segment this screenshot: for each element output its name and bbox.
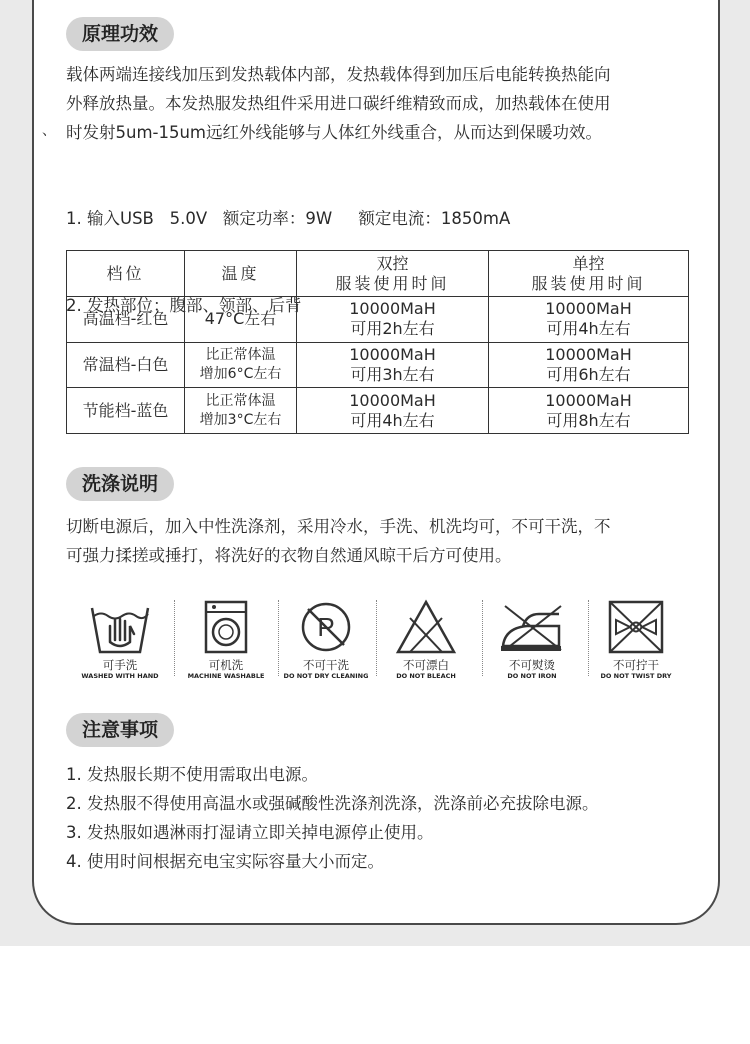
header-single-title: 单控 [572, 253, 605, 273]
heating-level-table [66, 250, 689, 434]
principle-line: 时发射5um-15um远红外线能够与人体红外线重合，从而达到保暖功效。 [66, 123, 603, 142]
table-row [67, 388, 689, 434]
notes-list [66, 760, 599, 876]
principle-line: 载体两端连接线加压到发热载体内部，发热载体得到加压后电能转换热能向 [66, 65, 611, 84]
note-item: 4. 使用时间根据充电宝实际容量大小而定。 [66, 852, 384, 871]
spec-item: 2. 发热部位：腹部、领部、后背 [66, 296, 302, 315]
section-title-notes: 注意事项 [66, 713, 174, 747]
header-temperature: 温度 [185, 251, 297, 297]
wash-item-bleach [376, 596, 476, 686]
header-dual-control [297, 251, 489, 297]
note-item: 1. 发热服长期不使用需取出电源。 [66, 765, 318, 784]
dual-time-cell: 10000MaH 可用2h左右 [297, 297, 489, 343]
dry-clean-letter: P [317, 612, 335, 642]
wash-label-en: DO NOT IRON [507, 672, 557, 680]
level-cell: 高温档-红色 [67, 297, 185, 343]
single-time-cell: 10000MaH 可用4h左右 [489, 297, 689, 343]
wash-label-en: DO NOT TWIST DRY [600, 672, 672, 680]
wash-label-en: DO NOT BLEACH [396, 672, 456, 680]
header-single-control [489, 251, 689, 297]
wash-label-cn: 不可熨烫 [509, 658, 555, 672]
stray-mark: 、 [42, 123, 56, 139]
no-bleach-icon [394, 598, 458, 656]
dual-time-cell: 10000MaH 可用3h左右 [297, 342, 489, 388]
note-item: 2. 发热服不得使用高温水或强碱酸性洗涤剂洗涤，洗涤前必充拔除电源。 [66, 794, 599, 813]
note-item: 3. 发热服如遇淋雨打湿请立即关掉电源停止使用。 [66, 823, 434, 842]
level-cell: 常温档-白色 [67, 342, 185, 388]
wash-item-hand [70, 596, 170, 686]
wash-label-cn: 可机洗 [208, 658, 244, 672]
level-cell: 节能档-蓝色 [67, 388, 185, 434]
wash-label-cn: 可手洗 [102, 658, 138, 672]
wash-label-cn: 不可拧干 [613, 658, 659, 672]
principle-paragraph [66, 60, 611, 147]
header-single-sub: 服装使用时间 [531, 273, 646, 293]
wash-label-cn: 不可干洗 [303, 658, 349, 672]
temp-cell: 47°C左右 [185, 297, 297, 343]
wash-care-icons [66, 596, 688, 686]
washing-line: 切断电源后，加入中性洗涤剂，采用冷水，手洗、机洗均可，不可干洗，不 [66, 517, 611, 536]
no-dry-clean-icon [294, 598, 358, 656]
section-title-washing: 洗涤说明 [66, 467, 174, 501]
dual-time-cell: 10000MaH 可用4h左右 [297, 388, 489, 434]
table-row [67, 342, 689, 388]
temp-cell: 比正常体温 增加3°C左右 [185, 388, 297, 434]
table-row [67, 297, 689, 343]
hand-wash-icon [88, 598, 152, 656]
no-iron-icon [497, 598, 567, 656]
header-level: 档位 [67, 251, 185, 297]
wash-item-wring [586, 596, 686, 686]
wash-item-machine [176, 596, 276, 686]
spec-item: 1. 输入USB 5.0V 额定功率：9W 额定电流：1850mA [66, 209, 511, 228]
header-dual-sub: 服装使用时间 [335, 273, 450, 293]
wash-item-iron [482, 596, 582, 686]
section-title-principle: 原理功效 [66, 17, 174, 51]
machine-wash-icon [194, 598, 258, 656]
wash-label-en: MACHINE WASHABLE [187, 672, 265, 680]
temp-cell: 比正常体温 增加6°C左右 [185, 342, 297, 388]
washing-line: 可强力揉搓或捶打，将洗好的衣物自然通风晾干后方可使用。 [66, 546, 512, 565]
principle-line: 外释放热量。本发热服发热组件采用进口碳纤维精致而成，加热载体在使用 [66, 94, 611, 113]
wash-label-en: DO NOT DRY CLEANING [283, 672, 369, 680]
wash-label-en: WASHED WITH HAND [81, 672, 159, 680]
divider [174, 600, 175, 676]
table-header-row [67, 251, 689, 297]
header-dual-title: 双控 [376, 253, 409, 273]
wash-item-dry-clean [276, 596, 376, 686]
washing-paragraph [66, 512, 611, 570]
no-wring-icon [604, 598, 668, 656]
single-time-cell: 10000MaH 可用8h左右 [489, 388, 689, 434]
wash-label-cn: 不可漂白 [403, 658, 449, 672]
single-time-cell: 10000MaH 可用6h左右 [489, 342, 689, 388]
